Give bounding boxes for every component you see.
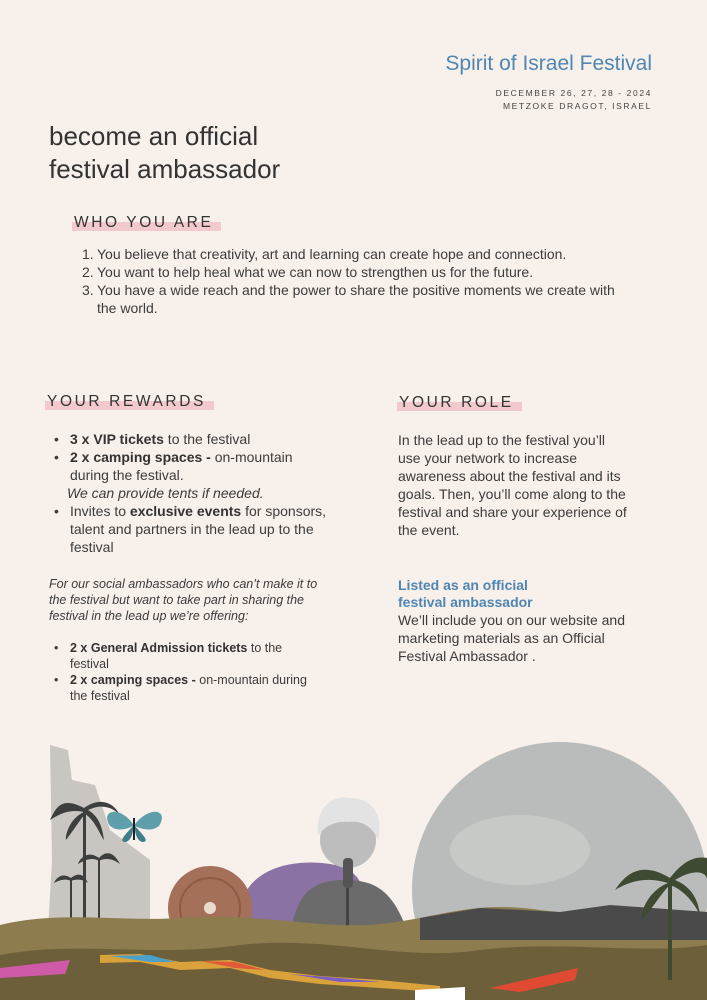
reward-text: for sponsors, talent and partners in the lead up to the festival bbox=[70, 503, 327, 555]
festival-title: Spirit of Israel Festival bbox=[445, 52, 652, 75]
list-item bbox=[50, 672, 320, 704]
list-item bbox=[50, 640, 320, 672]
reward-bold: 3 x VIP tickets bbox=[70, 431, 164, 447]
festival-dates: DECEMBER 26, 27, 28 - 2024 bbox=[495, 88, 652, 98]
list-item-number: 1. bbox=[82, 246, 94, 262]
collage-illustration bbox=[0, 740, 707, 1000]
social-ambassador-note: For our social ambassadors who can’t make it to the festival but want to take part in sharing the festival in the lead up we’re offering: bbox=[49, 577, 318, 623]
reward-bold: 2 x camping spaces - bbox=[70, 673, 196, 687]
list-item-text: You have a wide reach and the power to share the positive moments we create with the world. bbox=[97, 282, 615, 316]
list-item bbox=[50, 448, 330, 502]
reward-text: to the festival bbox=[163, 431, 251, 447]
page-title bbox=[49, 120, 280, 186]
listed-ambassador-text: We’ll include you on our website and marketing materials as an Official Festival Ambassador . bbox=[398, 612, 625, 664]
reward-bold: 2 x camping spaces - bbox=[70, 449, 211, 465]
your-rewards-heading bbox=[47, 393, 206, 411]
reward-bold: 2 x General Admission tickets bbox=[70, 641, 248, 655]
reward-text: to the festival bbox=[70, 641, 283, 671]
listed-ambassador-title bbox=[398, 577, 628, 611]
who-you-are-heading-text: WHO YOU ARE bbox=[74, 214, 214, 231]
reward-text: Invites to bbox=[70, 503, 130, 519]
your-role-heading bbox=[399, 394, 514, 412]
list-item-number: 2. bbox=[82, 264, 94, 280]
festival-location: METZOKE DRAGOT, ISRAEL bbox=[502, 101, 652, 111]
reward-text: on-mountain during the festival bbox=[70, 673, 307, 703]
list-item bbox=[84, 245, 624, 263]
reward-text: on-mountain during the festival. bbox=[70, 449, 293, 483]
who-you-are-list bbox=[84, 245, 624, 317]
page-title-line2: festival ambassador bbox=[49, 154, 281, 184]
list-item bbox=[50, 502, 330, 556]
page-title-line1: become an official bbox=[49, 121, 259, 151]
listed-title-line2: festival ambassador bbox=[398, 594, 533, 610]
list-item-number: 3. bbox=[82, 282, 94, 298]
list-item bbox=[84, 263, 624, 281]
your-rewards-heading-text: YOUR REWARDS bbox=[47, 393, 206, 410]
role-description: In the lead up to the festival you’ll use your network to increase awareness about the festival and its goals. Then, you’ll come along to the festival and share your experience of the event. bbox=[398, 432, 627, 538]
who-you-are-heading bbox=[74, 214, 213, 232]
list-item bbox=[84, 281, 624, 317]
listed-title-line1: Listed as an official bbox=[398, 577, 528, 593]
reward-note: We can provide tents if needed. bbox=[67, 485, 264, 501]
your-role-heading-text: YOUR ROLE bbox=[399, 394, 514, 411]
list-item bbox=[50, 430, 330, 448]
list-item-text: You want to help heal what we can now to strengthen us for the future. bbox=[97, 264, 534, 280]
reward-bold: exclusive events bbox=[129, 503, 242, 519]
list-item-text: You believe that creativity, art and learning can create hope and connection. bbox=[97, 246, 567, 262]
rewards-list bbox=[50, 430, 330, 556]
social-rewards-list bbox=[50, 640, 320, 704]
